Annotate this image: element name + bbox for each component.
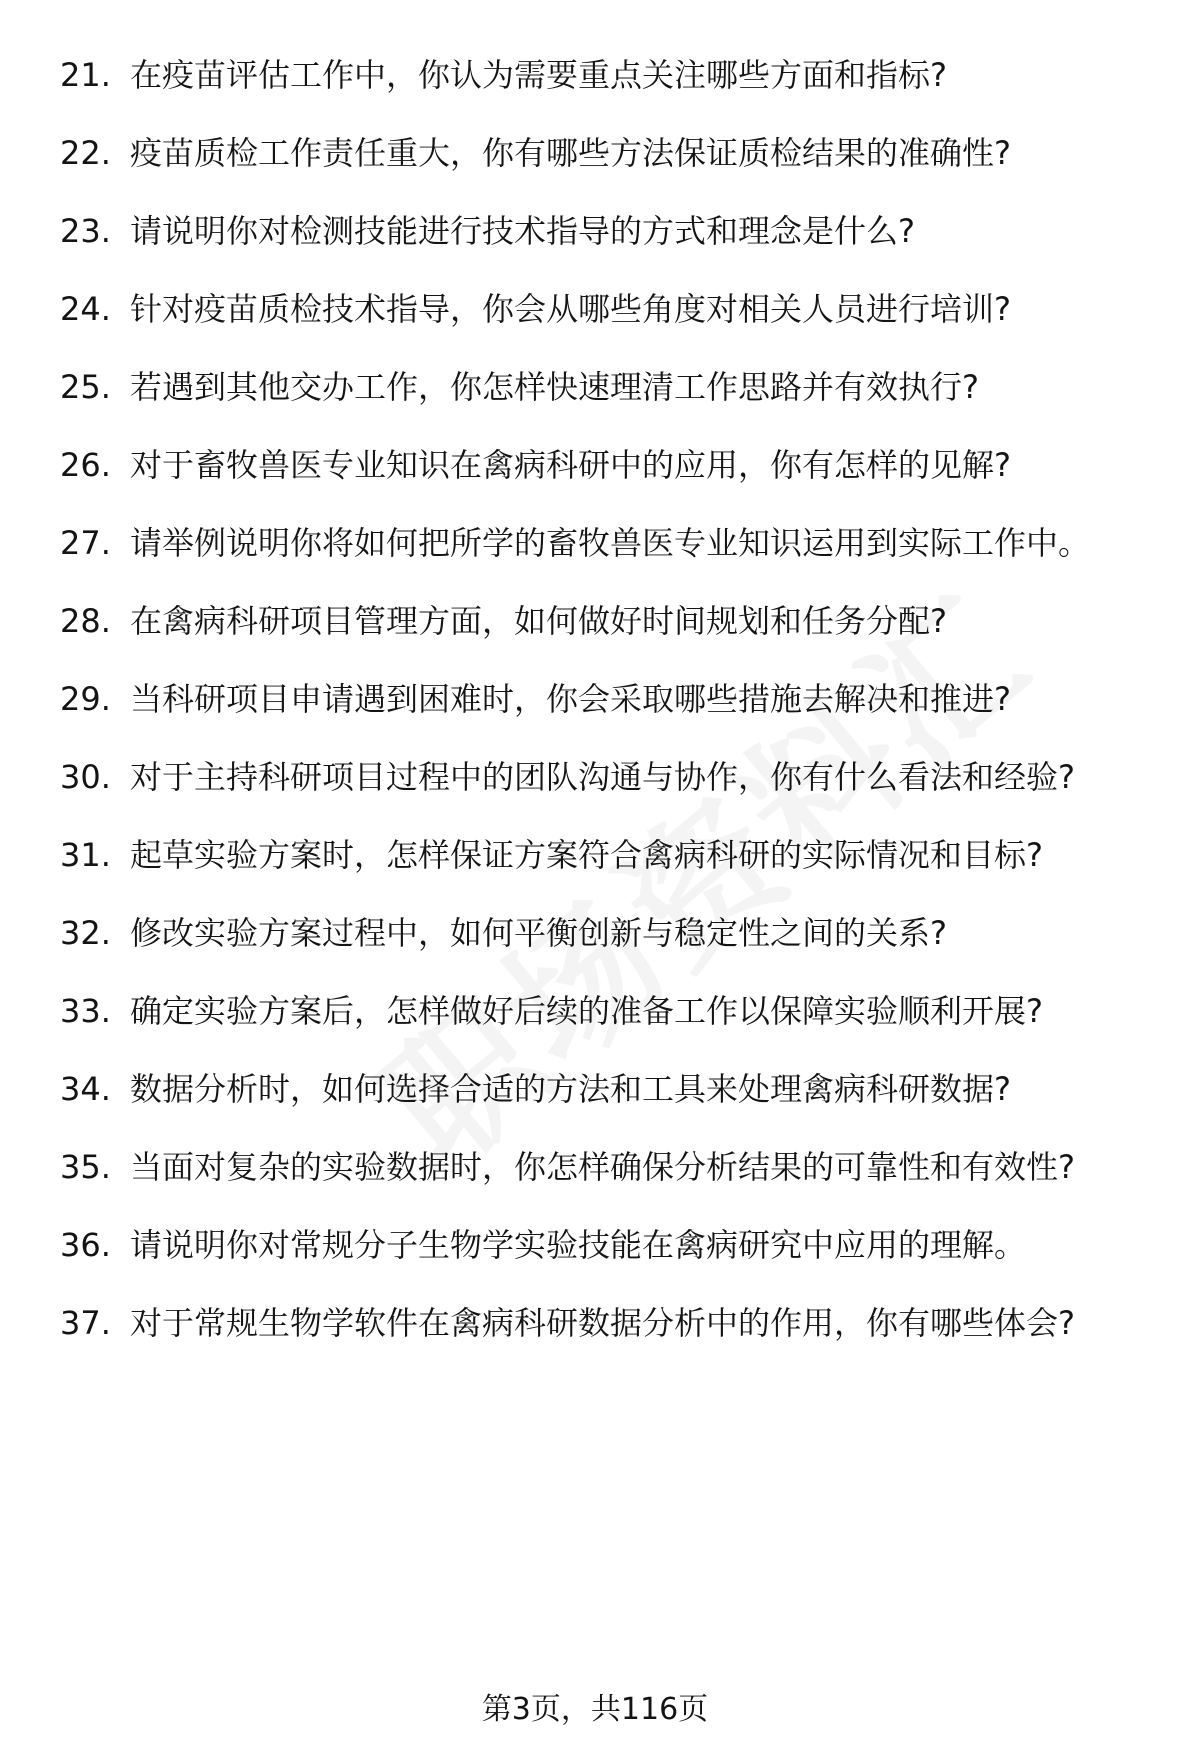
question-item (60, 832, 1160, 878)
question-number: 36. (60, 1226, 111, 1264)
question-number: 25. (60, 368, 111, 406)
question-item (60, 1300, 1160, 1346)
question-text: 请说明你对常规分子生物学实验技能在禽病研究中应用的理解。 (130, 1226, 1027, 1264)
question-number: 31. (60, 836, 111, 874)
question-number: 35. (60, 1148, 111, 1186)
question-list (60, 52, 1160, 1378)
question-text: 当科研项目申请遇到困难时，你会采取哪些措施去解决和推进? (130, 680, 1011, 718)
question-text: 对于畜牧兽医专业知识在禽病科研中的应用，你有怎样的见解? (130, 446, 1011, 484)
question-item (60, 364, 1160, 410)
question-item (60, 676, 1160, 722)
question-text: 针对疫苗质检技术指导，你会从哪些角度对相关人员进行培训? (130, 290, 1011, 328)
question-item (60, 1222, 1160, 1268)
question-item (60, 52, 1160, 98)
question-text: 在禽病科研项目管理方面，如何做好时间规划和任务分配? (130, 602, 947, 640)
question-text: 数据分析时，如何选择合适的方法和工具来处理禽病科研数据? (130, 1070, 1011, 1108)
question-text: 确定实验方案后，怎样做好后续的准备工作以保障实验顺利开展? (130, 992, 1043, 1030)
question-number: 22. (60, 134, 111, 172)
question-text: 起草实验方案时，怎样保证方案符合禽病科研的实际情况和目标? (130, 836, 1043, 874)
question-text: 对于常规生物学软件在禽病科研数据分析中的作用，你有哪些体会? (130, 1304, 1075, 1342)
question-text: 请说明你对检测技能进行技术指导的方式和理念是什么? (130, 212, 915, 250)
question-text: 在疫苗评估工作中，你认为需要重点关注哪些方面和指标? (130, 56, 947, 94)
question-item (60, 910, 1160, 956)
question-number: 29. (60, 680, 111, 718)
question-text: 修改实验方案过程中，如何平衡创新与稳定性之间的关系? (130, 914, 947, 952)
question-item (60, 598, 1160, 644)
question-number: 30. (60, 758, 111, 796)
question-number: 24. (60, 290, 111, 328)
question-item (60, 754, 1160, 800)
question-number: 34. (60, 1070, 111, 1108)
question-item (60, 208, 1160, 254)
question-text: 疫苗质检工作责任重大，你有哪些方法保证质检结果的准确性? (130, 134, 1011, 172)
question-number: 32. (60, 914, 111, 952)
question-item (60, 130, 1160, 176)
question-item (60, 442, 1160, 488)
page-indicator: 第3页，共116页 (481, 1692, 709, 1727)
question-item (60, 1066, 1160, 1112)
question-number: 23. (60, 212, 111, 250)
question-item (60, 286, 1160, 332)
question-number: 37. (60, 1304, 111, 1342)
question-item (60, 520, 1160, 566)
question-text: 请举例说明你将如何把所学的畜牧兽医专业知识运用到实际工作中。 (130, 524, 1091, 562)
question-number: 27. (60, 524, 111, 562)
question-item (60, 988, 1160, 1034)
question-number: 28. (60, 602, 111, 640)
question-number: 21. (60, 56, 111, 94)
question-number: 33. (60, 992, 111, 1030)
question-text: 当面对复杂的实验数据时，你怎样确保分析结果的可靠性和有效性? (130, 1148, 1075, 1186)
question-text: 若遇到其他交办工作，你怎样快速理清工作思路并有效执行? (130, 368, 979, 406)
question-item (60, 1144, 1160, 1190)
question-number: 26. (60, 446, 111, 484)
question-text: 对于主持科研项目过程中的团队沟通与协作，你有什么看法和经验? (130, 758, 1075, 796)
